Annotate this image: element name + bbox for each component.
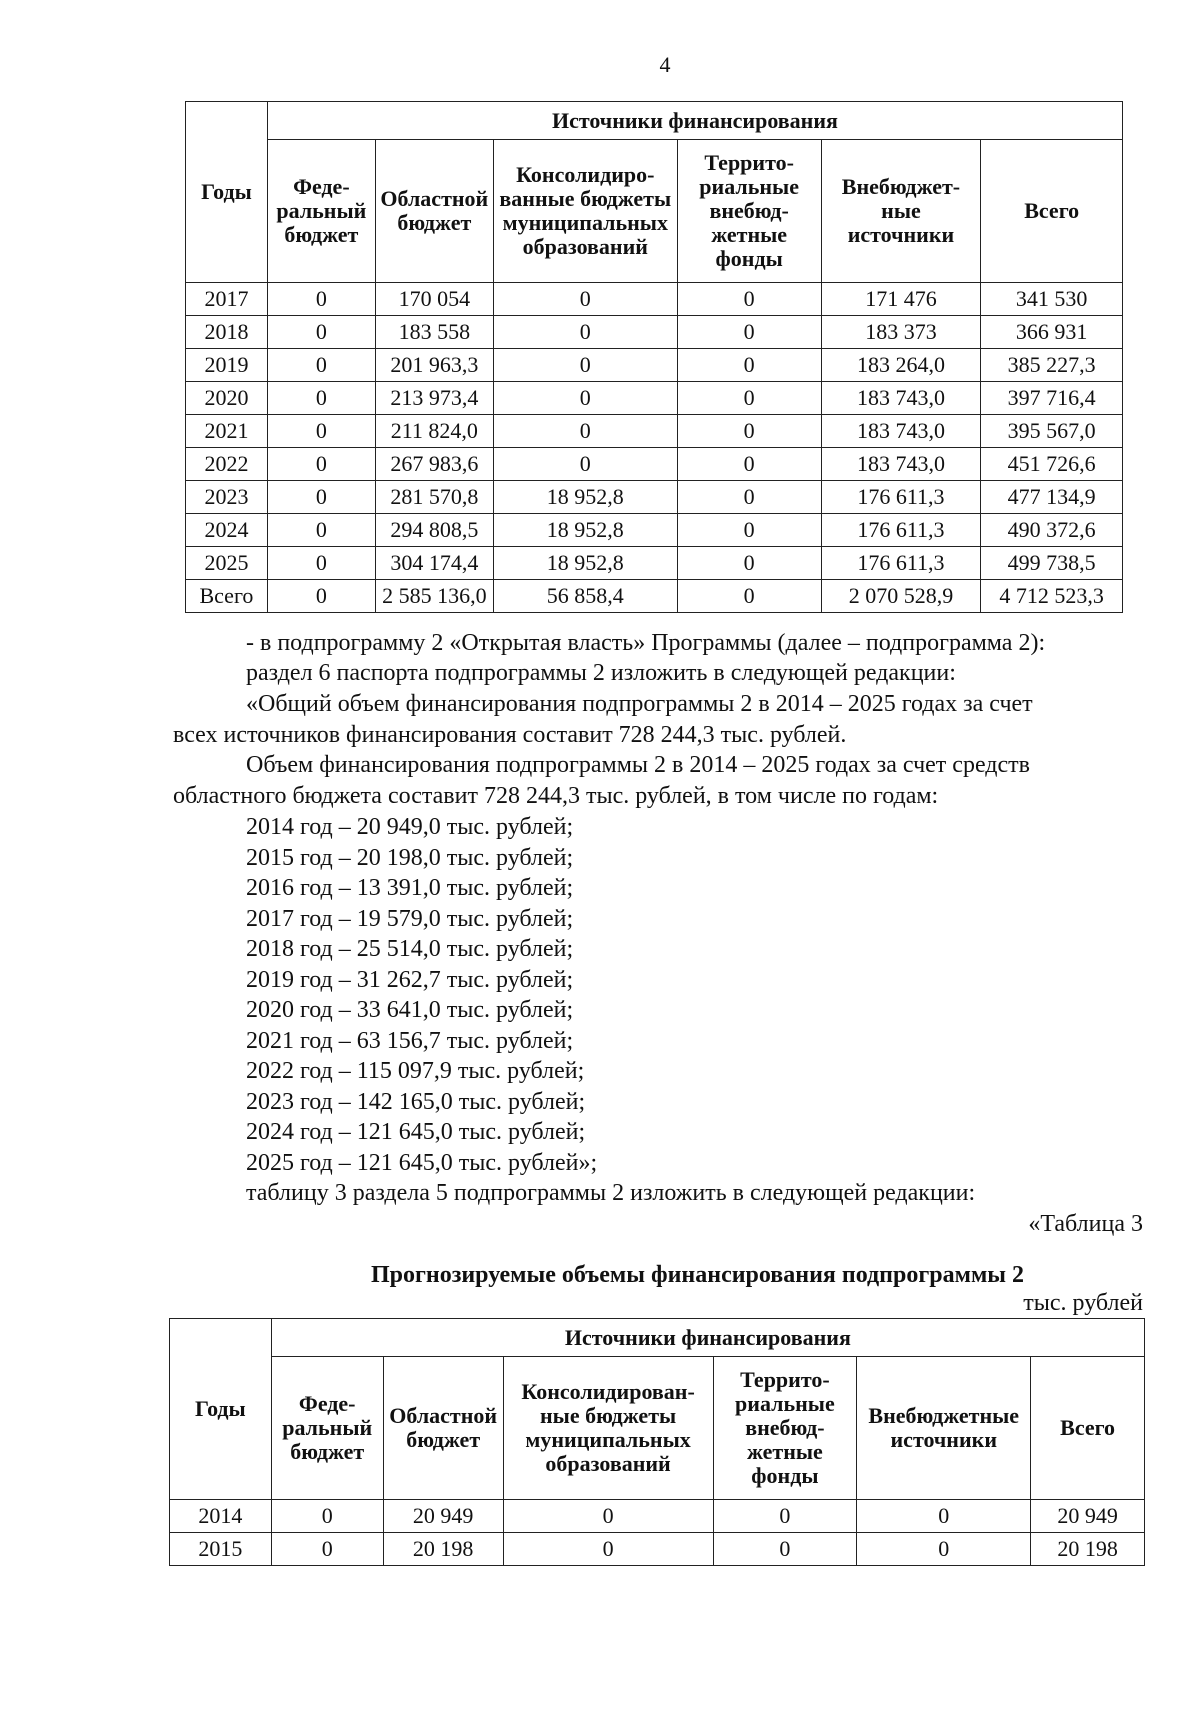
table-cell: 2021 bbox=[186, 415, 268, 448]
table-cell: 0 bbox=[677, 415, 821, 448]
table-cell: 20 198 bbox=[1031, 1533, 1145, 1566]
table-cell: 0 bbox=[267, 283, 375, 316]
table-cell: 0 bbox=[677, 580, 821, 613]
table-cell: 0 bbox=[503, 1500, 713, 1533]
table-cell: 0 bbox=[857, 1533, 1031, 1566]
table-cell: 176 611,3 bbox=[821, 481, 981, 514]
table-cell: 0 bbox=[493, 448, 677, 481]
table-row bbox=[186, 547, 1123, 580]
table-cell: 0 bbox=[271, 1500, 383, 1533]
col-municipal: Консолидирован-ные бюджеты муниципальных образований bbox=[503, 1357, 713, 1500]
col-municipal: Консолидиро-ванные бюджеты муниципальных образований bbox=[493, 140, 677, 283]
table-cell: 201 963,3 bbox=[375, 349, 493, 382]
table-cell: 2018 bbox=[186, 316, 268, 349]
table-cell: 0 bbox=[267, 547, 375, 580]
financing-table-2 bbox=[169, 1318, 1145, 1566]
table-cell: 0 bbox=[267, 316, 375, 349]
table-cell: 18 952,8 bbox=[493, 481, 677, 514]
table-cell: 183 743,0 bbox=[821, 382, 981, 415]
col-total: Всего bbox=[1031, 1357, 1145, 1500]
table-cell: 2025 bbox=[186, 547, 268, 580]
table-cell: 0 bbox=[677, 382, 821, 415]
year-amount-line: 2022 год – 115 097,9 тыс. рублей; bbox=[246, 1058, 585, 1084]
col-regional: Областной бюджет bbox=[375, 140, 493, 283]
year-amount-line: 2015 год – 20 198,0 тыс. рублей; bbox=[246, 844, 574, 871]
header-sources: Источники финансирования bbox=[271, 1319, 1144, 1357]
col-regional: Областной бюджет bbox=[383, 1357, 503, 1500]
year-amount-line: 2017 год – 19 579,0 тыс. рублей; bbox=[246, 905, 574, 932]
table-cell: 171 476 bbox=[821, 283, 981, 316]
table-title: Прогнозируемые объемы финансирования подпрограммы 2 bbox=[370, 1262, 1025, 1288]
table-cell: 0 bbox=[271, 1533, 383, 1566]
table-cell: 2022 bbox=[186, 448, 268, 481]
table-cell: Всего bbox=[186, 580, 268, 613]
year-amount-line: 2023 год – 142 165,0 тыс. рублей; bbox=[246, 1088, 586, 1115]
table-cell: 0 bbox=[267, 382, 375, 415]
table-cell: 183 743,0 bbox=[821, 415, 981, 448]
table-cell: 490 372,6 bbox=[981, 514, 1123, 547]
table-cell: 451 726,6 bbox=[981, 448, 1123, 481]
table-cell: 0 bbox=[677, 316, 821, 349]
table-cell: 2 585 136,0 bbox=[375, 580, 493, 613]
table-cell: 0 bbox=[677, 514, 821, 547]
table-row bbox=[186, 514, 1123, 547]
table-cell: 4 712 523,3 bbox=[981, 580, 1123, 613]
table-cell: 395 567,0 bbox=[981, 415, 1123, 448]
table-cell: 0 bbox=[267, 448, 375, 481]
page-number: 4 bbox=[659, 52, 671, 77]
table-cell: 2020 bbox=[186, 382, 268, 415]
table-cell: 304 174,4 bbox=[375, 547, 493, 580]
table-cell: 0 bbox=[677, 448, 821, 481]
table-cell: 366 931 bbox=[981, 316, 1123, 349]
table-cell: 0 bbox=[267, 349, 375, 382]
table-cell: 183 743,0 bbox=[821, 448, 981, 481]
table-cell: 176 611,3 bbox=[821, 514, 981, 547]
col-extrabudgetary: Внебюджет-ные источники bbox=[821, 140, 981, 283]
paragraph-regional-line1: Объем финансирования подпрограммы 2 в 2014 – 2025 годах за счет средств bbox=[246, 752, 1030, 778]
table-cell: 20 949 bbox=[383, 1500, 503, 1533]
table-cell: 0 bbox=[713, 1533, 857, 1566]
table-row bbox=[186, 382, 1123, 415]
table-cell: 477 134,9 bbox=[981, 481, 1123, 514]
table-row bbox=[170, 1500, 1145, 1533]
col-federal: Феде-ральный бюджет bbox=[267, 140, 375, 283]
table-cell: 294 808,5 bbox=[375, 514, 493, 547]
table-cell: 0 bbox=[503, 1533, 713, 1566]
table-cell: 176 611,3 bbox=[821, 547, 981, 580]
table-row bbox=[186, 283, 1123, 316]
table-cell: 0 bbox=[493, 316, 677, 349]
table-cell: 0 bbox=[493, 382, 677, 415]
table-cell: 267 983,6 bbox=[375, 448, 493, 481]
table-cell: 0 bbox=[677, 349, 821, 382]
col-territorial: Террито-риальные внебюд-жетные фонды bbox=[713, 1357, 857, 1500]
table-cell: 2023 bbox=[186, 481, 268, 514]
paragraph-subprogram: - в подпрограмму 2 «Открытая власть» Программы (далее – подпрограмма 2): bbox=[246, 630, 1046, 656]
table-row bbox=[186, 349, 1123, 382]
year-amount-line: 2018 год – 25 514,0 тыс. рублей; bbox=[246, 936, 574, 962]
table-row bbox=[170, 1533, 1145, 1566]
table-cell: 0 bbox=[493, 283, 677, 316]
table-cell: 341 530 bbox=[981, 283, 1123, 316]
table-cell: 2 070 528,9 bbox=[821, 580, 981, 613]
header-years: Годы bbox=[186, 102, 268, 283]
header-sources: Источники финансирования bbox=[267, 102, 1122, 140]
table-cell: 183 264,0 bbox=[821, 349, 981, 382]
table-cell: 0 bbox=[267, 415, 375, 448]
table-cell: 0 bbox=[857, 1500, 1031, 1533]
table-label: «Таблица 3 bbox=[1028, 1211, 1143, 1237]
units-label: тыс. рублей bbox=[1023, 1290, 1143, 1316]
col-total: Всего bbox=[981, 140, 1123, 283]
table-cell: 0 bbox=[677, 283, 821, 316]
table-cell: 18 952,8 bbox=[493, 547, 677, 580]
financing-table-1 bbox=[185, 101, 1123, 613]
table-row bbox=[186, 448, 1123, 481]
table-row bbox=[186, 316, 1123, 349]
table-cell: 2017 bbox=[186, 283, 268, 316]
table-cell: 211 824,0 bbox=[375, 415, 493, 448]
paragraph-regional-line2: областного бюджета составит 728 244,3 тыс. рублей, в том числе по годам: bbox=[173, 783, 939, 809]
table-row bbox=[186, 481, 1123, 514]
table-cell: 20 949 bbox=[1031, 1500, 1145, 1533]
year-amount-line: 2021 год – 63 156,7 тыс. рублей; bbox=[246, 1027, 574, 1054]
table-cell: 0 bbox=[493, 415, 677, 448]
paragraph-total-line2: всех источников финансирования составит 728 244,3 тыс. рублей. bbox=[173, 722, 847, 748]
table-cell: 183 558 bbox=[375, 316, 493, 349]
table-cell: 385 227,3 bbox=[981, 349, 1123, 382]
table-cell: 2014 bbox=[170, 1500, 272, 1533]
table-cell: 0 bbox=[713, 1500, 857, 1533]
table-cell: 20 198 bbox=[383, 1533, 503, 1566]
year-amount-line: 2020 год – 33 641,0 тыс. рублей; bbox=[246, 997, 574, 1023]
table-cell: 2015 bbox=[170, 1533, 272, 1566]
year-amount-line: 2019 год – 31 262,7 тыс. рублей; bbox=[246, 966, 574, 993]
table-row bbox=[186, 580, 1123, 613]
col-extrabudgetary: Внебюджетные источники bbox=[857, 1357, 1031, 1500]
header-years: Годы bbox=[170, 1319, 272, 1500]
table-cell: 0 bbox=[677, 481, 821, 514]
paragraph-table3: таблицу 3 раздела 5 подпрограммы 2 изложить в следующей редакции: bbox=[246, 1180, 976, 1206]
paragraph-section6: раздел 6 паспорта подпрограммы 2 изложить в следующей редакции: bbox=[246, 660, 956, 686]
table-cell: 499 738,5 bbox=[981, 547, 1123, 580]
paragraph-total-line1: «Общий объем финансирования подпрограммы 2 в 2014 – 2025 годах за счет bbox=[246, 691, 1033, 717]
table-cell: 0 bbox=[493, 349, 677, 382]
col-federal: Феде-ральный бюджет bbox=[271, 1357, 383, 1500]
table-cell: 397 716,4 bbox=[981, 382, 1123, 415]
year-amount-line: 2024 год – 121 645,0 тыс. рублей; bbox=[246, 1119, 586, 1145]
table-cell: 2019 bbox=[186, 349, 268, 382]
table-cell: 0 bbox=[267, 481, 375, 514]
year-amount-line: 2016 год – 13 391,0 тыс. рублей; bbox=[246, 875, 574, 901]
table-cell: 0 bbox=[267, 580, 375, 613]
table-cell: 0 bbox=[677, 547, 821, 580]
col-territorial: Террито-риальные внебюд-жетные фонды bbox=[677, 140, 821, 283]
year-amount-line: 2025 год – 121 645,0 тыс. рублей»; bbox=[246, 1149, 598, 1176]
table-cell: 0 bbox=[267, 514, 375, 547]
table-cell: 213 973,4 bbox=[375, 382, 493, 415]
table-cell: 183 373 bbox=[821, 316, 981, 349]
table-cell: 56 858,4 bbox=[493, 580, 677, 613]
table-cell: 2024 bbox=[186, 514, 268, 547]
table-cell: 18 952,8 bbox=[493, 514, 677, 547]
year-amount-line: 2014 год – 20 949,0 тыс. рублей; bbox=[246, 814, 574, 840]
table-cell: 281 570,8 bbox=[375, 481, 493, 514]
table-cell: 170 054 bbox=[375, 283, 493, 316]
table-row bbox=[186, 415, 1123, 448]
